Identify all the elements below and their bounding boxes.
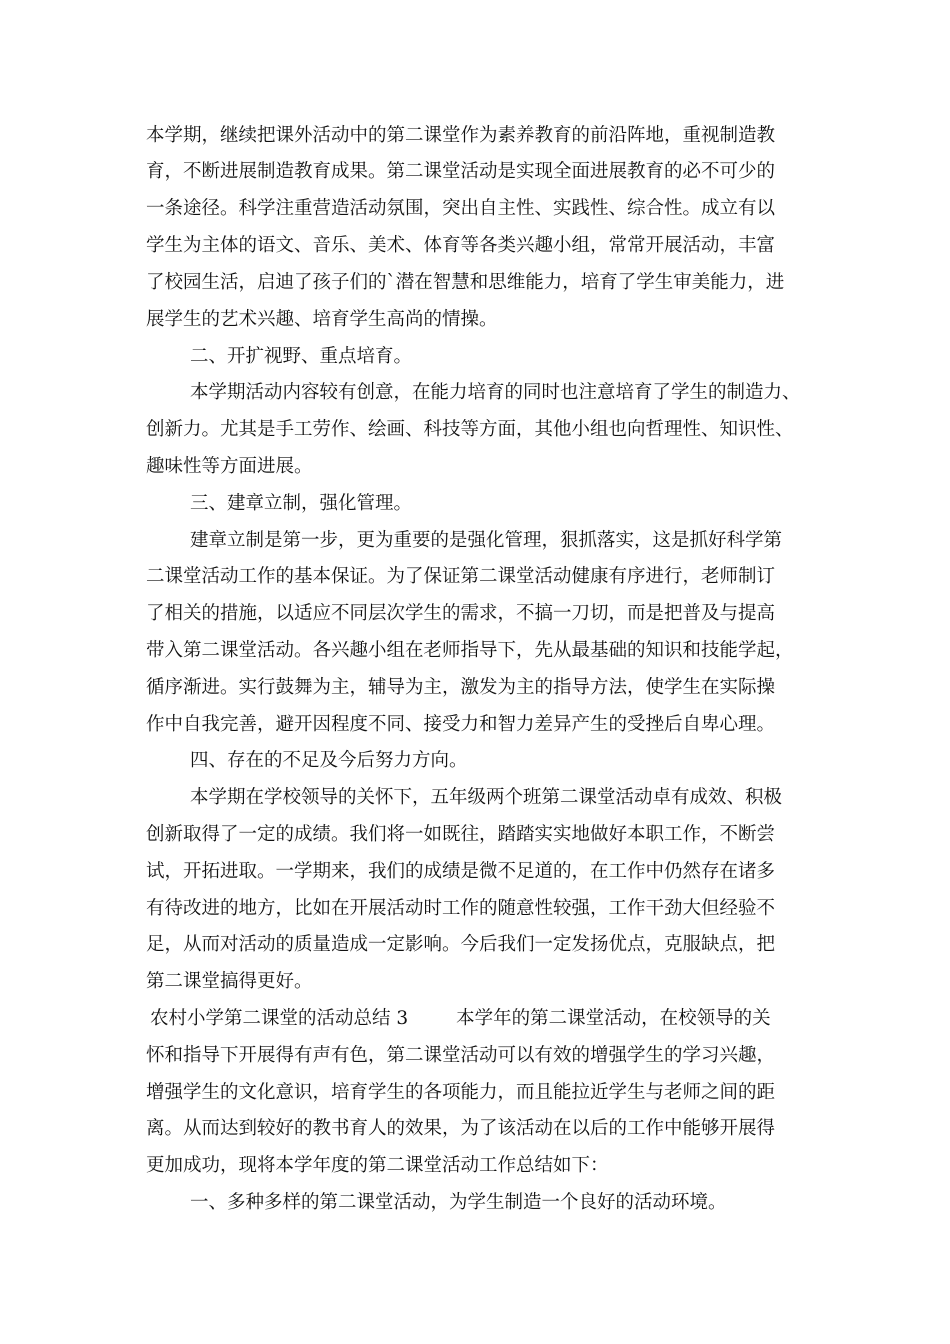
paragraph-line: 试，开拓进取。一学期来，我们的成绩是微不足道的，在工作中仍然存在诸多 <box>146 861 776 882</box>
section-title: 农村小学第二课堂的活动总结 3 <box>150 1008 409 1029</box>
paragraph-line: 趣味性等方面进展。 <box>146 456 313 477</box>
paragraph-line: 一条途径。科学注重营造活动氛围，突出自主性、实践性、综合性。成立有以 <box>146 198 776 219</box>
paragraph-line: 学生为主体的语文、音乐、美术、体育等各类兴趣小组，常常开展活动，丰富 <box>146 235 776 256</box>
paragraph-line: 建章立制是第一步，更为重要的是强化管理，狠抓落实，这是抓好科学第 <box>190 530 783 551</box>
section-title-line <box>150 1007 771 1031</box>
paragraph-line: 怀和指导下开展得有声有色，第二课堂活动可以有效的增强学生的学习兴趣， <box>146 1045 776 1066</box>
paragraph-line: 足，从而对活动的质量造成一定影响。今后我们一定发扬优点，克服缺点，把 <box>146 934 776 955</box>
paragraph-line: 二课堂活动工作的基本保证。为了保证第二课堂活动健康有序进行，老师制订 <box>146 566 776 587</box>
section-heading: 一、多种多样的第二课堂活动，为学生制造一个良好的活动环境。 <box>190 1192 727 1213</box>
paragraph-line: 第二课堂搞得更好。 <box>146 971 313 992</box>
paragraph-line: 了校园生活，启迪了孩子们的`潜在智慧和思维能力，培育了学生审美能力，进 <box>146 272 785 293</box>
section-opening: 本学年的第二课堂活动，在校领导的关 <box>456 1008 771 1029</box>
paragraph-line: 作中自我完善，避开因程度不同、接受力和智力差异产生的受挫后自卑心理。 <box>146 714 776 735</box>
paragraph-line: 本学期在学校领导的关怀下，五年级两个班第二课堂活动卓有成效、积极 <box>190 787 783 808</box>
paragraph-line: 带入第二课堂活动。各兴趣小组在老师指导下，先从最基础的知识和技能学起， <box>146 640 794 661</box>
paragraph-line: 本学期活动内容较有创意，在能力培育的同时也注意培育了学生的制造力、 <box>190 382 801 403</box>
paragraph-line: 了相关的措施，以适应不同层次学生的需求，不搞一刀切，而是把普及与提高 <box>146 603 776 624</box>
section-heading: 二、开扩视野、重点培育。 <box>190 346 413 367</box>
paragraph-line: 增强学生的文化意识，培育学生的各项能力，而且能拉近学生与老师之间的距 <box>146 1082 776 1103</box>
paragraph-line: 离。从而达到较好的教书育人的效果，为了该活动在以后的工作中能够开展得 <box>146 1118 776 1139</box>
paragraph-line: 创新取得了一定的成绩。我们将一如既往，踏踏实实地做好本职工作，不断尝 <box>146 824 776 845</box>
paragraph-line: 有待改进的地方，比如在开展活动时工作的随意性较强，工作干劲大但经验不 <box>146 898 776 919</box>
section-heading: 三、建章立制，强化管理。 <box>190 493 413 514</box>
paragraph-line: 更加成功，现将本学年度的第二课堂活动工作总结如下： <box>146 1155 609 1176</box>
paragraph-line: 育，不断进展制造教育成果。第二课堂活动是实现全面进展教育的必不可少的 <box>146 161 776 182</box>
section-heading: 四、存在的不足及今后努力方向。 <box>190 750 468 771</box>
paragraph-line: 本学期，继续把课外活动中的第二课堂作为素养教育的前沿阵地，重视制造教 <box>146 125 776 146</box>
paragraph-line: 展学生的艺术兴趣、培育学生高尚的情操。 <box>146 309 498 330</box>
paragraph-line: 创新力。尤其是手工劳作、绘画、科技等方面，其他小组也向哲理性、知识性、 <box>146 419 794 440</box>
paragraph-line: 循序渐进。实行鼓舞为主，辅导为主，激发为主的指导方法，使学生在实际操 <box>146 677 776 698</box>
